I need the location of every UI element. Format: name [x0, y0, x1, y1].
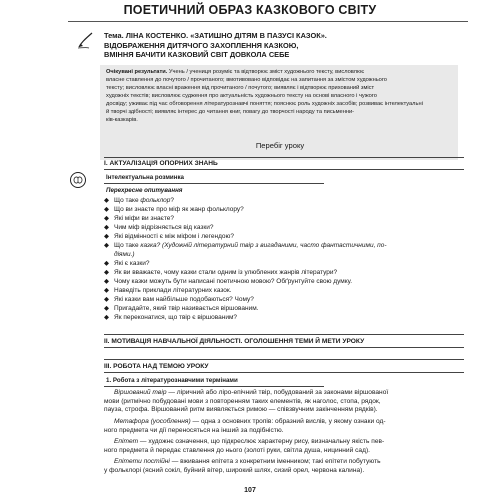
brain-icon	[69, 171, 87, 189]
list-item: ◆ Що таке фольклор?	[104, 197, 175, 204]
term-paragraph: Епітет — художнє означення, що підкреслює характерну рису, визначальну якість пев- ного предмета й передає ставлення до нього (золоті руки, світла душа, ницинний сад).	[104, 438, 385, 454]
diamond-bullet-icon: ◆	[104, 260, 109, 267]
list-item: ◆ Чим міф відрізняється від казки?	[104, 224, 214, 231]
section-rule	[104, 169, 464, 170]
diamond-bullet-icon: ◆	[104, 314, 109, 321]
diamond-bullet-icon: ◆	[104, 197, 109, 204]
results-line: Учень / учениця розуміє та відтворює зміст художнього тексту, висловлює	[168, 69, 365, 75]
term-name: Епітет	[114, 438, 139, 445]
list-item: ◆ Які відмінності є між міфом і легендою?	[104, 233, 234, 240]
term-paragraph: Епітети постійні — вживання епітета з конкретним іменником; такі епітети побутують у фольклорі (ясний сокіл, буйний вітер, широкий шлях, сизий орел, червона калина).	[104, 458, 381, 474]
results-line: тексту; висловлює власні враження від прочитаного / почутого; виявляє і відтворює прихований зміст	[106, 85, 375, 91]
term-name: Епітети постійні	[114, 458, 170, 465]
diamond-bullet-icon: ◆	[104, 206, 109, 213]
diamond-bullet-icon: ◆	[104, 296, 109, 303]
cross-questioning-subtitle: Перехресне опитування	[106, 187, 183, 194]
page-number: 107	[244, 487, 256, 494]
term-name: Віршований твір	[114, 389, 167, 396]
list-item: ◆ Як ви вважаєте, чому казки стали одним із улюблених жанрів літератури?	[104, 269, 338, 276]
topic-line-1: Тема. ЛІНА КОСТЕНКО. «ЗАТИШНО ДІТЯМ В ПАЗУСІ КАЗОК».	[104, 31, 327, 40]
lesson-flow-title: Перебіг уроку	[255, 141, 305, 150]
topic-line-3: ВМІННЯ БАЧИТИ КАЗКОВИЙ СВІТ ДОВКОЛА СЕБЕ	[104, 50, 290, 60]
term-paragraph: Віршований твір — ліричний або ліро-епічний твір, побудований за законами віршованої мови (ритмічно побудовані мови з повторенням таких елементів, як наголос, стопа, рядок, пауза, строфа. Віршований ритм виявляється римою — співзвучним закінченням рядків).	[104, 389, 389, 414]
expected-results	[106, 68, 453, 124]
section-1-title: I. АКТУАЛІЗАЦІЯ ОПОРНИХ ЗНАНЬ	[104, 160, 218, 167]
term-name: Метафора (уособлення)	[114, 418, 191, 425]
section-rule	[104, 347, 464, 348]
results-line: художніх текстів; висловлює судження про актуальність художнього тексту на основі власного і чужого	[106, 93, 377, 99]
list-item: ◆ Які міфи ви знаєте?	[104, 215, 175, 222]
section-3-title: III. РОБОТА НАД ТЕМОЮ УРОКУ	[104, 363, 209, 370]
results-line: й творчі здібності; виявляє інтерес до читання книг, повагу до творчості народу та письменни-	[106, 109, 355, 115]
diamond-bullet-icon: ◆	[104, 215, 109, 222]
section-rule	[104, 157, 464, 158]
list-item: ◆ Чому казки можуть бути написані поетичною мовою? Обґрунтуйте свою думку.	[104, 278, 353, 285]
diamond-bullet-icon: ◆	[104, 278, 109, 285]
term-paragraph: Метафора (уособлення) — одна з основних тропів: образний вислів, у якому ознаки од- ного предмета чи дії переносяться на інший за подібністю.	[104, 418, 386, 434]
results-line: ків-казкарів.	[106, 117, 138, 123]
list-item: ◆ Які казки вам найбільше подобаються? Чому?	[104, 296, 254, 303]
list-item: ◆ Наведіть приклади літературних казок.	[104, 287, 232, 294]
diamond-bullet-icon: ◆	[104, 305, 109, 312]
subtitle-rule	[104, 386, 324, 387]
results-label: Очікувані результати.	[106, 69, 168, 75]
section-rule	[104, 372, 464, 373]
lesson-topic	[104, 31, 464, 60]
section-rule	[104, 334, 464, 335]
header-rule	[68, 21, 468, 22]
diamond-bullet-icon: ◆	[104, 224, 109, 231]
list-item: ◆ Як переконатися, що твір є віршованим?	[104, 314, 238, 321]
diamond-bullet-icon: ◆	[104, 287, 109, 294]
results-line: власне ставлення до почутого / прочитаного; вмотивовано відповідає на запитання за змістом художнього	[106, 77, 387, 83]
list-item: ◆ Що таке казка? (Художній літературний твір з вигаданими, часто фантастичними, по- діями.)	[104, 242, 387, 258]
page-header: ПОЕТИЧНИЙ ОБРАЗ КАЗКОВОГО СВІТУ	[123, 3, 377, 17]
section-2-title: II. МОТИВАЦІЯ НАВЧАЛЬНОЇ ДІЯЛЬНОСТІ. ОГОЛОШЕННЯ ТЕМИ Й МЕТИ УРОКУ	[104, 338, 365, 345]
topic-line-2: ВІДОБРАЖЕННЯ ДИТЯЧОГО ЗАХОПЛЕННЯ КАЗКОЮ,	[104, 40, 299, 50]
list-item: ◆ Пригадайте, який твір називається віршованим.	[104, 305, 259, 312]
subtitle-rule	[104, 183, 324, 184]
list-item: ◆ Що ви знаєте про міф як жанр фольклору?	[104, 206, 244, 213]
warmup-subtitle: Інтелектуальна розминка	[106, 174, 184, 181]
diamond-bullet-icon: ◆	[104, 242, 109, 249]
question-list	[104, 196, 464, 322]
pen-icon	[77, 31, 95, 49]
list-item: ◆ Які є казки?	[104, 260, 150, 267]
terms-subtitle: 1. Робота з літературознавчими термінами	[106, 377, 238, 384]
diamond-bullet-icon: ◆	[104, 269, 109, 276]
diamond-bullet-icon: ◆	[104, 233, 109, 240]
section-rule	[104, 359, 464, 360]
results-line: досвіду; уживає під час обговорення літературознавчі поняття; пояснює роль художніх засобів; розвиває інтелектуальні	[106, 101, 423, 107]
